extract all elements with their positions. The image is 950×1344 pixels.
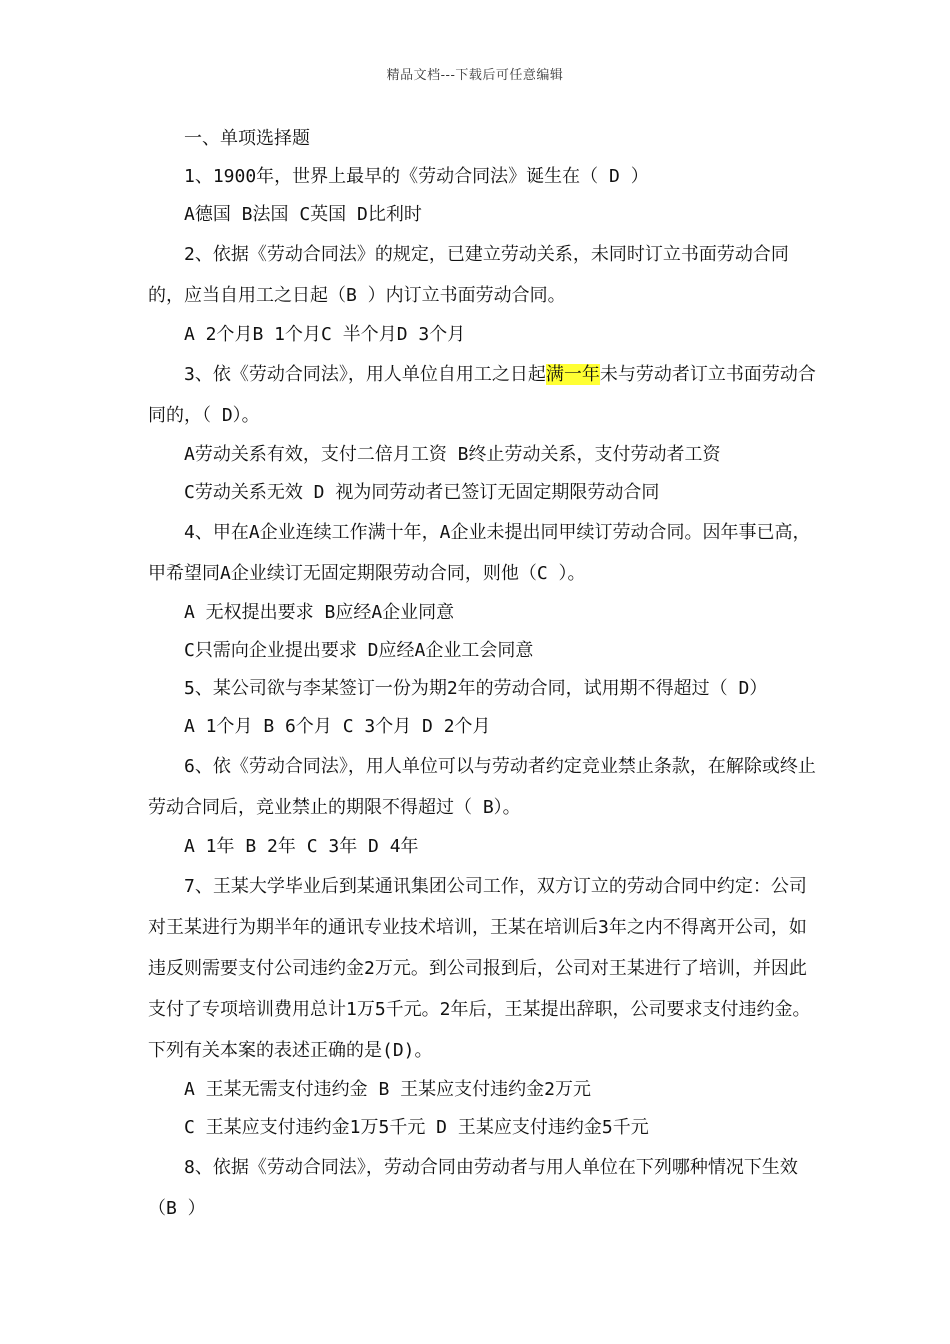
section-title: 一、单项选择题	[184, 128, 310, 149]
highlighted-text: 满一年	[545, 364, 600, 385]
question-5-options: A 1个月 B 6个月 C 3个月 D 2个月	[184, 716, 491, 737]
question-4-options-2: C只需向企业提出要求 D应经A企业工会同意	[184, 640, 534, 661]
page-header: 精品文档---下载后可任意编辑	[386, 68, 564, 83]
question-6-options: A 1年 B 2年 C 3年 D 4年	[184, 836, 419, 857]
question-2-stem: 2、依据《劳动合同法》的规定，已建立劳动关系，未同时订立书面劳动合同的，应当自用工之日起（B ）内订立书面劳动合同。	[148, 244, 789, 306]
question-4-stem: 4、甲在A企业连续工作满十年，A企业未提出同甲续订劳动合同。因年事已高，甲希望同A企业续订无固定期限劳动合同，则他（C ）。	[148, 522, 811, 584]
question-4-options-1: A 无权提出要求 B应经A企业同意	[184, 602, 455, 623]
question-3-options-2: C劳动关系无效 D 视为同劳动者已签订无固定期限劳动合同	[184, 482, 660, 503]
question-8-stem: 8、依据《劳动合同法》，劳动合同由劳动者与用人单位在下列哪种情况下生效（B ）	[148, 1157, 798, 1219]
question-6-stem: 6、依《劳动合同法》，用人单位可以与劳动者约定竞业禁止条款，在解除或终止劳动合同后，竞业禁止的期限不得超过（ B）。	[148, 756, 816, 818]
question-2-options: A 2个月B 1个月C 半个月D 3个月	[184, 324, 466, 345]
question-3-stem	[148, 354, 818, 436]
question-7-options-2: C 王某应支付违约金1万5千元 D 王某应支付违约金5千元	[184, 1117, 649, 1138]
question-3-options-1: A劳动关系有效，支付二倍月工资 B终止劳动关系，支付劳动者工资	[184, 444, 721, 465]
question-7-options-1: A 王某无需支付违约金 B 王某应支付违约金2万元	[184, 1079, 592, 1100]
document-body	[148, 120, 818, 1229]
question-1-stem: 1、1900年，世界上最早的《劳动合同法》诞生在（ D ）	[184, 166, 649, 187]
question-5-stem: 5、某公司欲与李某签订一份为期2年的劳动合同，试用期不得超过（ D）	[184, 678, 768, 699]
question-3-stem-before: 3、依《劳动合同法》，用人单位自用工之日起	[184, 364, 546, 385]
question-3-stem-after: 未与劳动者订立书面劳动合同的，（ D）。	[148, 364, 816, 426]
question-1-options: A德国 B法国 C英国 D比利时	[184, 204, 422, 225]
question-7-stem: 7、王某大学毕业后到某通讯集团公司工作，双方订立的劳动合同中约定：公司对王某进行为期半年的通讯专业技术培训，王某在培训后3年之内不得离开公司，如违反则需要支付公司违约金2万元。到公司报到后，公司对王某进行了培训，并因此支付了专项培训费用总计1万5千元。2年后，王某提出辞职，公司要求支付违约金。下列有关本案的表述正确的是(D)。	[148, 876, 811, 1061]
